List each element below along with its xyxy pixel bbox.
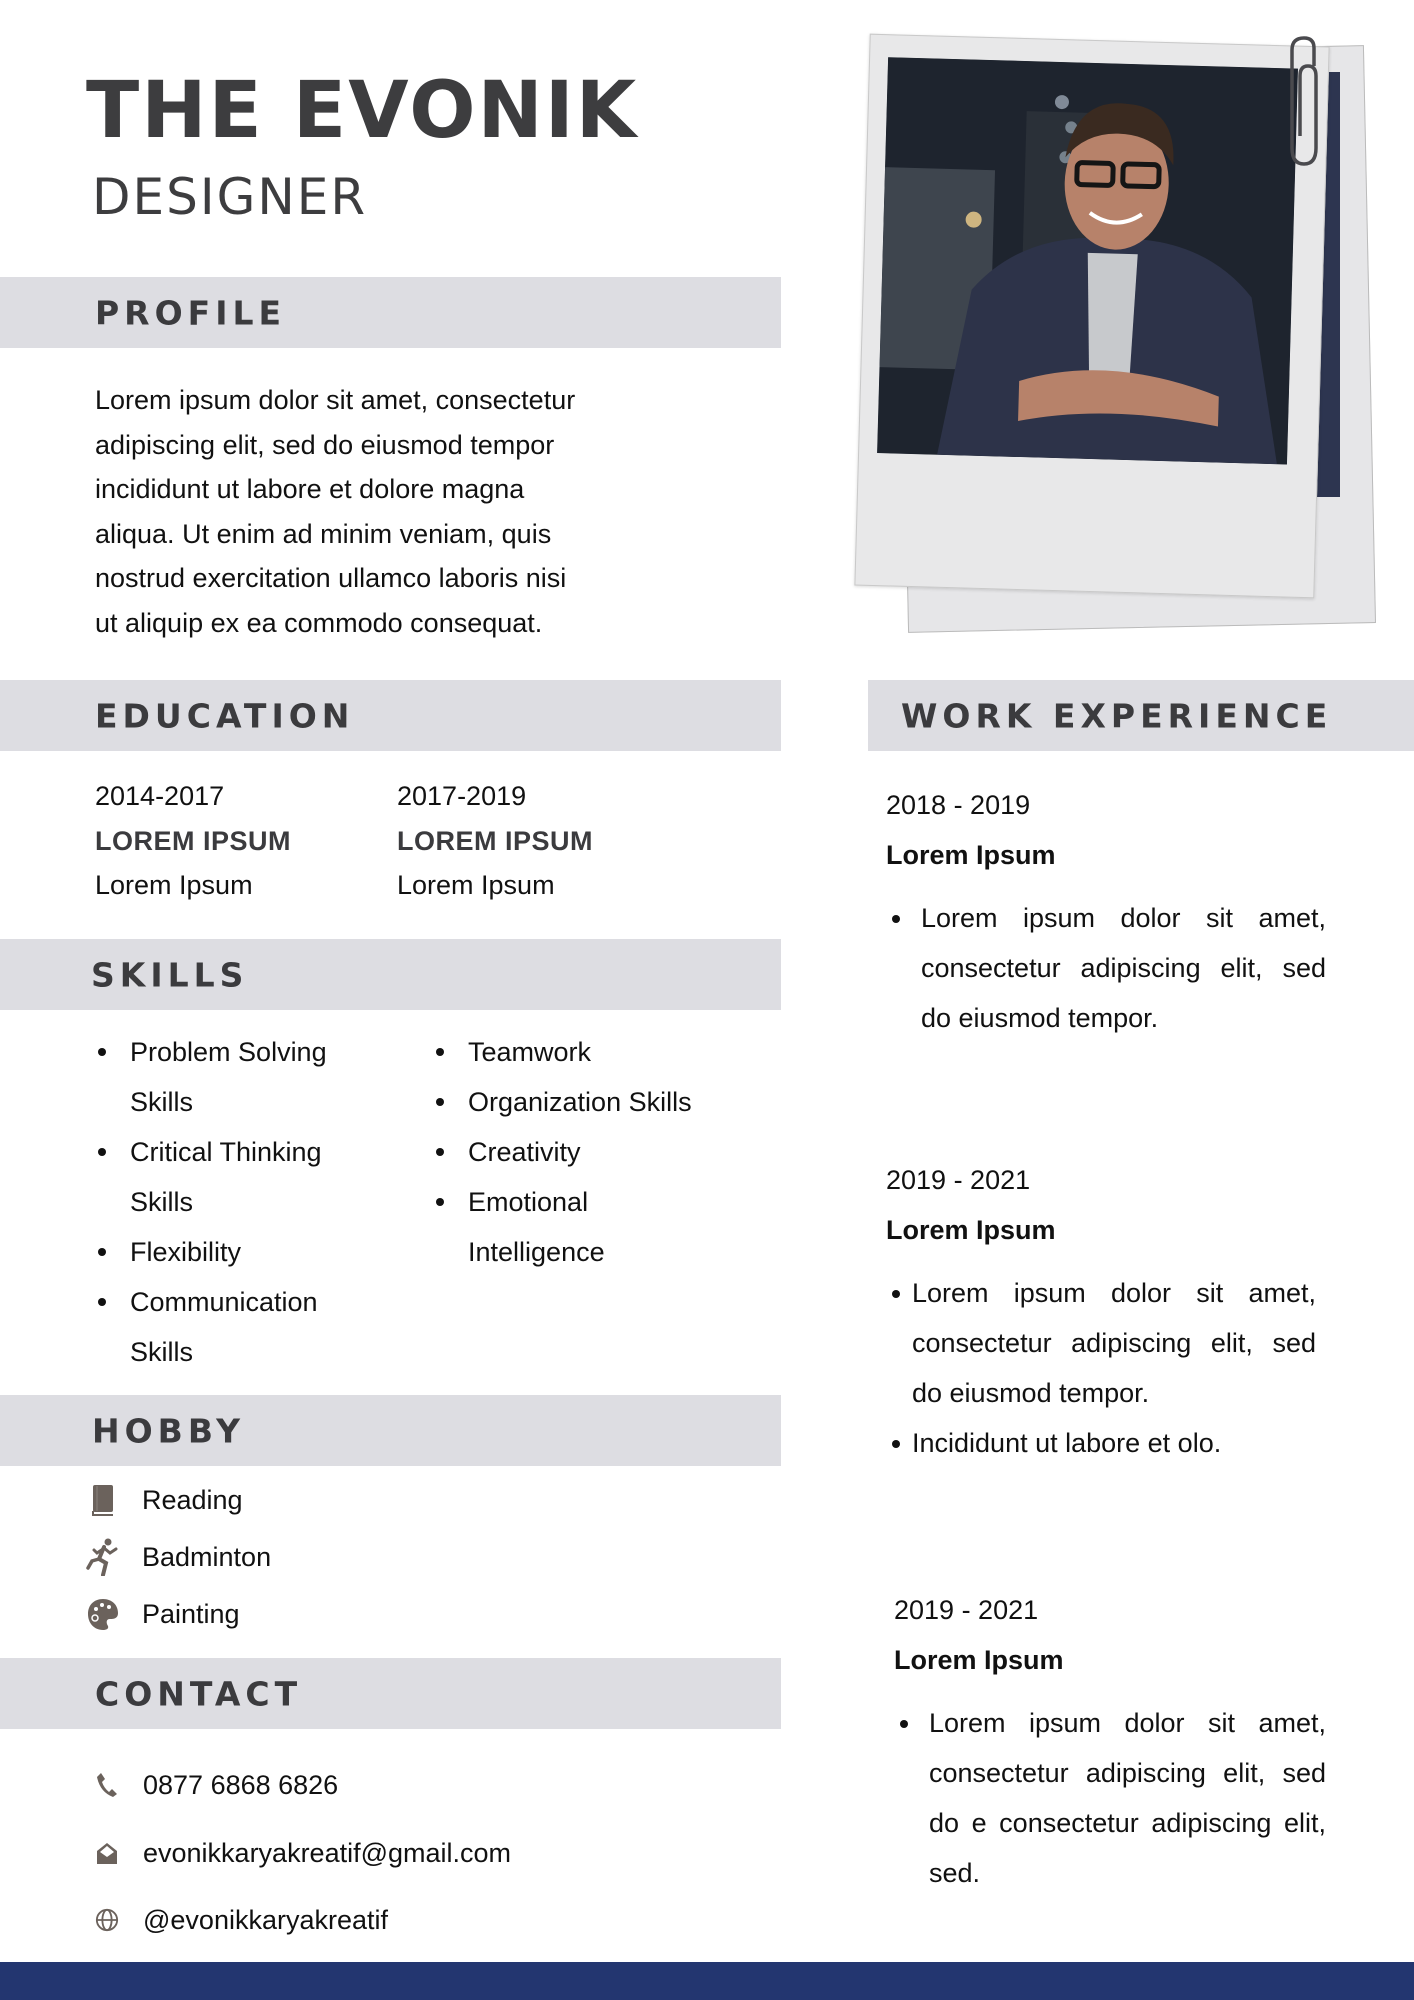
hobby-item-painting — [86, 1594, 240, 1634]
resume-role: DESIGNER — [92, 168, 368, 226]
skill-item: Communication — [95, 1277, 327, 1327]
profile-section-bar — [0, 277, 781, 348]
globe-icon — [95, 1906, 119, 1934]
running-person-icon — [86, 1540, 120, 1574]
work-title: Lorem Ipsum — [886, 840, 1056, 870]
hobby-label: Painting — [142, 1598, 240, 1629]
work-experience-section-bar — [868, 680, 1414, 751]
skill-item: Emotional — [433, 1177, 692, 1227]
profile-photo — [877, 57, 1298, 464]
education-heading: EDUCATION — [95, 696, 355, 735]
work-experience-heading: WORK EXPERIENCE — [901, 696, 1333, 735]
work-entry — [894, 1590, 1326, 1898]
education-section-bar — [0, 680, 781, 751]
education-years: 2017-2019 — [397, 781, 527, 811]
work-bullets — [886, 893, 1326, 1043]
hobby-heading: HOBBY — [92, 1411, 246, 1450]
phone-number: 0877 6868 6826 — [143, 1769, 339, 1800]
education-entry — [95, 774, 291, 908]
work-bullet: Lorem ipsum dolor sit amet, consectetur adipiscing elit, sed do eiusmod tempor. — [886, 1268, 1316, 1418]
paperclip-icon — [1284, 36, 1324, 168]
work-entry — [886, 1160, 1316, 1468]
hobby-label: Reading — [142, 1484, 243, 1515]
education-subtitle: Lorem Ipsum — [95, 870, 253, 900]
profile-line: Lorem ipsum dolor sit amet, consectetur — [95, 385, 576, 415]
skill-item-continued: Skills — [130, 1087, 194, 1117]
work-title: Lorem Ipsum — [894, 1645, 1064, 1675]
skill-item: Organization Skills — [433, 1077, 692, 1127]
skills-section-bar — [0, 939, 781, 1010]
skill-item: Problem Solving — [95, 1027, 327, 1077]
education-title: LOREM IPSUM — [95, 825, 292, 856]
work-bullets — [894, 1698, 1326, 1898]
education-entry — [397, 774, 593, 908]
envelope-open-icon — [95, 1839, 119, 1867]
skill-item-continued: Skills — [130, 1187, 194, 1217]
work-years: 2018 - 2019 — [886, 790, 1031, 820]
profile-line: incididunt ut labore et dolore magna — [95, 474, 525, 505]
skill-item: Flexibility — [95, 1227, 327, 1277]
social-handle: @evonikkaryakreatif — [143, 1904, 389, 1935]
skills-heading: SKILLS — [91, 955, 249, 994]
resume-name: THE EVONIK — [86, 66, 639, 156]
work-years: 2019 - 2021 — [886, 1165, 1031, 1195]
polaroid-front-frame — [854, 34, 1329, 599]
work-bullet: Lorem ipsum dolor sit amet, consectetur adipiscing elit, sed do eiusmod tempor. — [886, 893, 1326, 1043]
skills-list-left — [95, 1027, 327, 1377]
contact-section-bar — [0, 1658, 781, 1729]
hobby-label: Badminton — [142, 1541, 272, 1572]
skill-item: Creativity — [433, 1127, 692, 1177]
work-bullets — [886, 1268, 1316, 1468]
work-title: Lorem Ipsum — [886, 1215, 1056, 1245]
education-title: LOREM IPSUM — [397, 825, 594, 856]
contact-email[interactable] — [95, 1833, 511, 1873]
profile-line: nostrud exercitation ullamco laboris nisi — [95, 563, 567, 594]
palette-icon — [86, 1597, 120, 1631]
hobby-item-badminton — [86, 1537, 271, 1577]
hobby-section-bar — [0, 1395, 781, 1466]
footer-accent-bar — [0, 1962, 1414, 2000]
work-bullet: Lorem ipsum dolor sit amet, consectetur adipiscing elit, sed do e consectetur adipiscing elit, sed. — [894, 1698, 1326, 1898]
contact-phone[interactable] — [95, 1765, 338, 1805]
email-address: evonikkaryakreatif@gmail.com — [143, 1837, 512, 1868]
profile-text — [95, 378, 735, 646]
contact-social[interactable] — [95, 1900, 388, 1940]
skills-list-right — [433, 1027, 692, 1277]
education-subtitle: Lorem Ipsum — [397, 870, 555, 900]
work-years: 2019 - 2021 — [894, 1595, 1039, 1625]
profile-heading: PROFILE — [95, 293, 287, 332]
profile-line: adipiscing elit, sed do eiusmod tempor — [95, 429, 555, 460]
work-entry — [886, 785, 1326, 1043]
book-icon — [86, 1483, 120, 1517]
education-years: 2014-2017 — [95, 781, 225, 811]
skill-item: Teamwork — [433, 1027, 692, 1077]
profile-line: ut aliquip ex ea commodo consequat. — [95, 607, 543, 638]
skill-item-continued: Skills — [130, 1337, 194, 1367]
skill-item: Critical Thinking — [95, 1127, 327, 1177]
work-bullet: Incididunt ut labore et olo. — [886, 1418, 1316, 1468]
phone-icon — [95, 1771, 119, 1799]
skill-item-continued: Intelligence — [468, 1237, 605, 1267]
contact-heading: CONTACT — [95, 1674, 303, 1713]
profile-line: aliqua. Ut enim ad minim veniam, quis — [95, 518, 552, 549]
hobby-item-reading — [86, 1480, 243, 1520]
